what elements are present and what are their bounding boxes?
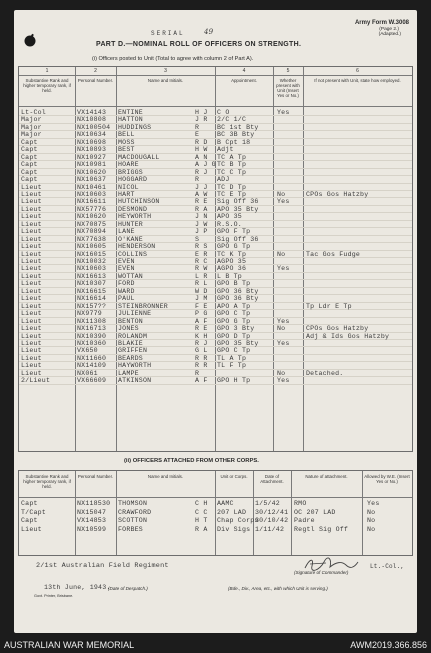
adapted-note: (Adapted.) [378,32,401,37]
table-cell: 2/Lieut [21,377,51,385]
table-cell: ROLANDM [118,332,148,340]
table-cell: NX157?? [77,302,107,310]
caption-right: AWM2019.366.856 [350,640,427,650]
table-cell: NX10620 [77,168,107,176]
table-cell: R R [195,362,208,370]
table-cell: A J G [195,161,216,169]
table-cell: NX10603 [77,190,107,198]
table-cell: VX14143 [77,109,107,116]
table-cell: APO 35 Bty [217,205,259,213]
table-cell: NX16614 [77,295,107,303]
table-cell: F E [195,302,208,310]
table-cell: Lieut [21,228,42,236]
table-cell: R C [195,258,208,265]
table-cell: Lieut [21,369,42,377]
form-title: PART D.—NOMINAL ROLL OF OFFICERS ON STRENGTH. [96,41,302,48]
table-cell: NX10390 [77,332,107,340]
table-cell: NX10634 [77,131,107,139]
table-cell: NX10927 [77,153,107,161]
table-cell: VX66609 [77,377,107,385]
table-cell: RMO [294,500,307,507]
table-cell: TC E Tp [217,190,247,198]
table-cell: Lieut [21,362,42,370]
table-cell: NX061 [77,369,98,377]
table-cell: BC 3B Bty [217,131,255,139]
table-cell: NX16713 [77,325,107,333]
table-cell: C O [217,109,230,116]
table-cell: NX70894 [77,228,107,236]
table-cell: T/Capt [21,508,46,516]
table-cell: Lieut [21,235,42,243]
table-cell: MOSS [118,138,135,146]
form-page [14,10,417,633]
table-cell: Tac Gos Fudge [306,250,361,258]
table-cell: Yes [277,198,290,206]
table-cell: APO A Tp [217,302,251,310]
table-cell: R D [195,138,208,146]
table-cell: CPOs Gos Hatzby [306,325,369,333]
table-cell: Sig Off 36 [217,198,259,206]
table-cell: SCOTTON [118,517,148,524]
table-cell: THOMSON [118,500,148,507]
printer-note: Govt. Printer, Brisbane. [34,594,74,598]
table-cell: DESMOND [118,205,148,213]
table-cell: NX10620 [77,213,107,221]
table-cell: Yes [277,339,290,347]
table-cell: OC 207 LAD [294,508,336,516]
officers-posted-table [18,66,413,452]
table-cell: Yes [277,265,290,273]
serial-label: SERIAL [151,30,185,37]
caption-bar [0,638,431,653]
date-caption: (Date of Despatch.) [108,586,148,591]
table-cell: Lt-Col [21,109,46,116]
column-header: Substantive Rank and higher temporary rank, if held. [23,78,71,93]
table-cell: FORD [118,280,135,288]
table-cell: HATTON [118,116,143,124]
table-cell: Yes [277,109,290,116]
table-cell: NX70875 [77,220,107,228]
table-cell: BEARDS [118,354,143,362]
table-cell: GPO C Tp [217,310,251,318]
table-cell: R L [195,280,208,288]
table-cell: BENTON [118,317,143,325]
table-cell: P G [195,310,208,318]
column-header: Appointment. [231,78,257,83]
table-cell: MACDOUGALL [118,153,160,161]
table-cell: Sig Off 36 [217,235,259,243]
table-cell: R [195,123,200,131]
table-cell: COLLINS [118,250,148,258]
table-cell: TL A Tp [217,354,247,362]
table-cell: J J [195,183,208,191]
table-cell: O'KANE [118,235,143,243]
table-cell: STEINBRONNER [118,302,168,310]
table-cell: 207 LAD [217,508,247,516]
column-number: 2 [94,68,97,74]
table-cell: HUDDINGS [118,123,152,131]
table-cell: NX16613 [77,272,107,280]
table-cell: R R [195,354,208,362]
table-cell: JULIENNE [118,310,152,318]
table-cell: BC 1st Bty [217,123,259,131]
signature-suffix: Lt.-Col., [370,563,405,570]
table-cell: Lieut [21,310,42,318]
table-cell: HOARE [118,161,139,169]
table-cell: Capt [21,161,38,169]
table-cell: A N [195,153,208,161]
table-cell: NX10808 [77,116,107,124]
table-cell: Lieut [21,339,42,347]
table-cell: GPO B Tp [217,280,251,288]
table-cell: HOGGARD [118,176,148,184]
army-form-number: Army Form W.3008 [354,20,409,26]
table-cell: R J [195,168,208,176]
table-cell: Lieut [21,302,42,310]
table-cell: R A [195,205,208,213]
table-cell: CRAWFORD [118,508,152,516]
table-cell: NX57776 [77,205,107,213]
table-cell: GPO 35 Bty [217,339,259,347]
table-cell: ENTINE [118,109,143,116]
table-cell: R.S.O. [217,220,242,228]
table-cell: HART [118,190,135,198]
table-cell: No [367,508,376,516]
table-cell: Lieut [21,280,42,288]
table-cell: APO 35 [217,213,242,221]
table-cell: C H [195,500,208,507]
table-cell: GPO 3 Bty [217,325,255,333]
table-cell: J W [195,220,208,228]
column-header: Unit or Corps. [220,474,248,479]
table-cell: Regtl Sig Off [294,525,349,533]
table-cell: Lieut [21,317,42,325]
attached-officers-table [18,470,413,556]
table-cell: S [195,235,200,243]
table-cell: ATKINSON [118,377,152,385]
table-cell: Tp Ldr E Tp [306,302,352,310]
table-cell: HAYWORTH [118,362,152,370]
table-cell: W D [195,287,208,295]
serial-number: 49 [204,28,214,36]
table-cell: E [195,131,200,139]
column-header: Personal Number. [77,474,114,479]
table-cell: JONES [118,325,139,333]
table-cell: WARD [118,287,135,295]
table-cell: TC C Tp [217,168,247,176]
table-cell: J N [195,213,208,221]
table-cell: 1/11/42 [255,525,285,533]
signature-caption: (Signature of Commander) [294,570,349,575]
table-cell: TL F Tp [217,362,247,370]
table-cell: NX11660 [77,354,107,362]
table-cell: Lieut [21,272,42,280]
table-cell: NX10637 [77,176,107,184]
page-note: (Page 2.) [379,27,399,32]
table-cell: AGPO 36 [217,265,247,273]
table-cell: GPO G Tp [217,317,251,325]
table-cell: NX10360 [77,339,107,347]
table-cell: NICOL [118,183,139,191]
table-cell: NX16611 [77,198,107,206]
table-cell: TC A Tp [217,153,247,161]
table-cell: H J [195,109,208,116]
table-cell: BLAKIE [118,339,143,347]
table-cell: R E [195,325,208,333]
table-cell: EVEN [118,265,135,273]
table-cell: 30/10/42 [255,517,289,524]
table-cell: GPO H Tp [217,377,251,385]
table-cell: Capt [21,517,38,524]
table-cell: Capt [21,500,38,507]
table-cell: NX14109 [77,362,107,370]
table-cell: A F [195,317,208,325]
table-cell: Div Sigs [217,525,251,533]
table-cell: Lieut [21,220,42,228]
table-cell: HUTCHINSON [118,198,160,206]
table-cell: TC K Tp [217,250,247,258]
section-i-heading: (i) Officers posted to Unit (Total to agree with column 2 of Part A). [92,56,254,62]
table-cell: CPOs Gos Hatzby [306,190,369,198]
table-cell: Yes [277,377,290,385]
table-cell: Adjt [217,146,234,154]
table-cell: Lieut [21,258,42,265]
table-cell: Lieut [21,354,42,362]
table-cell: 1/5/42 [255,500,280,507]
table-cell: H T [195,517,208,524]
table-cell: GPO C Tp [217,347,251,355]
table-cell: Chap Corps [217,517,259,524]
table-cell: NX77638 [77,235,107,243]
table-cell: E R [195,250,208,258]
table-cell: GPO G Tp [217,243,251,251]
table-cell: HENDERSON [118,243,156,251]
table-cell: HUNTER [118,220,143,228]
table-cell: Lieut [21,325,42,333]
section-ii-heading: (ii) OFFICERS ATTACHED FROM OTHER CORPS. [124,458,259,464]
table-cell: PAUL [118,295,135,303]
table-cell: NX10032 [77,258,107,265]
table-cell: TC D Tp [217,183,247,191]
table-cell: NX10698 [77,138,107,146]
table-cell: HEYWORTH [118,213,152,221]
table-cell: Lieut [21,347,42,355]
table-cell: Padre [294,517,315,524]
table-cell: Yes [277,317,290,325]
table-cell: J M [195,295,208,303]
table-cell: Lieut [21,525,42,533]
table-cell: Major [21,123,42,131]
table-cell: K H [195,332,208,340]
table-cell: Capt [21,138,38,146]
table-cell: BELL [118,131,135,139]
location-caption: (Bde., Div., Area, etc., with which Unit is serving.) [228,586,328,591]
column-header: Substantive Rank and higher temporary rank, if held. [23,474,71,489]
column-number: 6 [356,68,359,74]
table-cell: BRIGGS [118,168,143,176]
table-cell: R W [195,265,208,273]
column-header: Allowed by W.E. (Insert Yes or No.) [364,474,410,484]
table-cell: Lieut [21,243,42,251]
table-cell: No [277,369,286,377]
table-cell: AGPO 35 [217,258,247,265]
table-cell: No [277,325,286,333]
table-cell: NX16015 [77,250,107,258]
table-cell: NX16615 [77,287,107,295]
table-cell: GPO D Tp [217,332,251,340]
column-header: Name and Initials. [147,474,184,479]
table-cell: Capt [21,168,38,176]
table-cell: Lieut [21,250,42,258]
unit-name: 2/1st Australian Field Regiment [36,562,169,570]
table-cell: NX10893 [77,146,107,154]
table-cell: Lieut [21,183,42,191]
table-cell: Lieut [21,213,42,221]
table-cell: Major [21,116,42,124]
table-cell: 30/12/41 [255,508,289,516]
punch-hole-icon [23,33,37,47]
table-cell: Capt [21,153,38,161]
table-cell: R S [195,243,208,251]
table-cell: Lieut [21,190,42,198]
caption-left: AUSTRALIAN WAR MEMORIAL [4,640,135,650]
column-number: 4 [242,68,246,74]
table-cell: C C [195,508,208,516]
table-cell: 2/C 1/C [217,116,247,124]
table-cell: Lieut [21,295,42,303]
table-cell: GRIFFEN [118,347,148,355]
table-cell: NX10603 [77,265,107,273]
table-cell: AAMC [217,500,234,507]
column-header: If not present with Unit, state how employed. [314,78,401,83]
table-cell: ADJ [217,176,230,184]
table-cell: G L [195,347,208,355]
table-cell: TC B Tp [217,161,247,169]
table-cell: NX10981 [77,161,107,169]
table-cell: H W [195,146,208,154]
column-header: Whether present with Unit (Insert Yes or No.) [276,78,300,98]
table-cell: NX10461 [77,183,107,191]
table-cell: Capt [21,176,38,184]
table-cell: NX10307 [77,280,107,288]
table-cell: Adj & Ids Gos Hatzby [306,332,390,340]
column-header: Name and Initials. [147,78,184,83]
table-cell: GPO 36 Bty [217,295,259,303]
table-cell: Lieut [21,265,42,273]
table-cell: NX9779 [77,310,102,318]
column-header: Nature of attachment. [305,474,348,479]
table-cell: L R [195,272,208,280]
table-cell: No [367,517,376,524]
table-cell: EVEN [118,258,135,265]
table-cell: FORBES [118,525,143,533]
table-cell: VX650 [77,347,98,355]
table-cell: NX100504 [77,123,111,131]
column-number: 5 [286,68,290,74]
table-cell: Detached. [306,369,344,377]
table-cell: A F [195,377,208,385]
table-cell: R E [195,198,208,206]
table-cell: J P [195,228,208,236]
table-cell: BEST [118,146,135,154]
table-cell: B Cpt 18 [217,138,251,146]
table-cell: Major [21,131,42,139]
column-header: Personal Number. [77,78,114,83]
column-number: 1 [45,68,49,74]
table-cell: Yes [367,500,380,507]
table-cell: L B Tp [217,272,242,280]
despatch-date: 13th June, 1943. [44,584,111,591]
table-cell: Capt [21,146,38,154]
table-cell: Lieut [21,287,42,295]
table-cell: J R [195,116,208,124]
table-cell: NX118530 [77,500,111,507]
table-cell: No [277,190,286,198]
table-cell: WOTTAN [118,272,143,280]
table-cell: No [277,250,286,258]
table-cell: A W [195,190,208,198]
table-cell: LAMPE [118,369,139,377]
table-cell: GPO F Tp [217,228,251,236]
table-cell: NX15047 [77,508,107,516]
table-cell: R [195,369,200,377]
column-number: 3 [164,68,167,74]
table-cell: VX14853 [77,517,107,524]
table-cell: R J [195,339,208,347]
table-cell: Lieut [21,332,42,340]
table-cell: No [367,525,376,533]
table-cell: LANE [118,228,135,236]
table-cell: Lieut [21,205,42,213]
table-cell: GPO 36 Bty [217,287,259,295]
column-header: Date of Attachment. [260,474,284,484]
table-cell: R [195,176,200,184]
table-cell: NX11308 [77,317,107,325]
table-cell: NX10599 [77,525,107,533]
table-cell: NX10605 [77,243,107,251]
table-cell: R A [195,525,208,533]
table-cell: Lieut [21,198,42,206]
